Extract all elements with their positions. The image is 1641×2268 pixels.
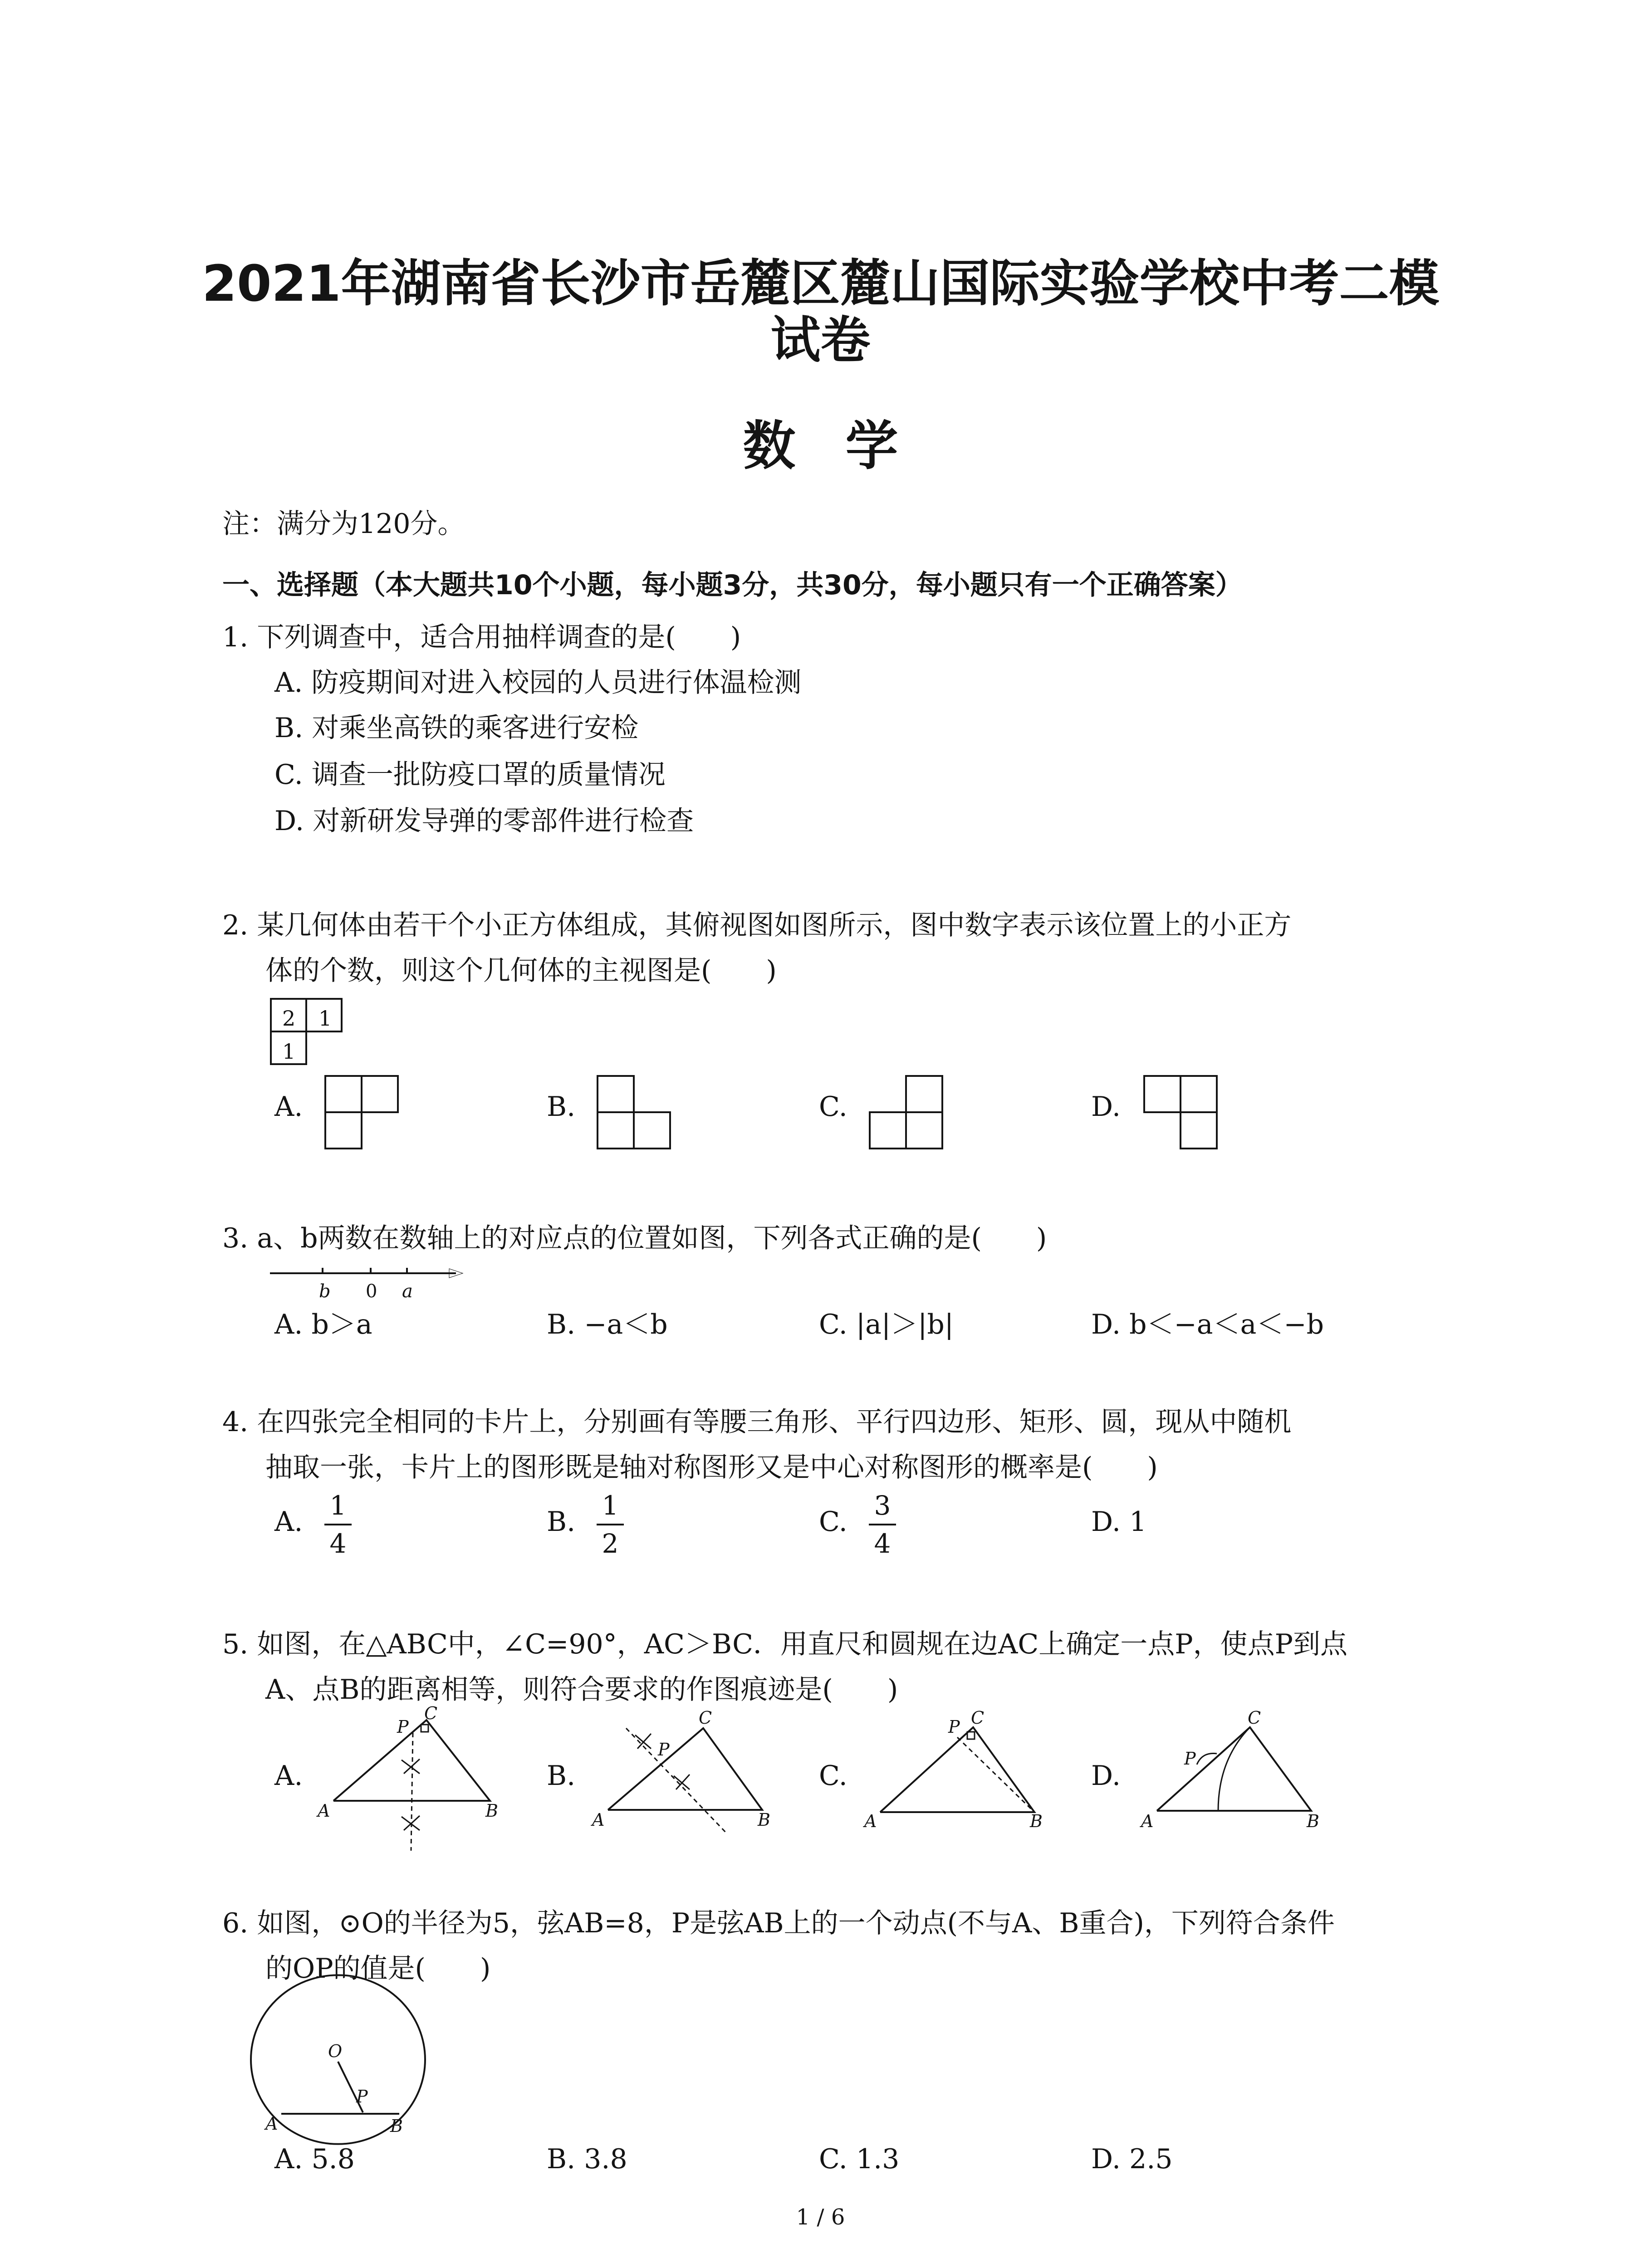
vertex-label-c: C [1248,1708,1261,1728]
point-label-p: P [356,2087,368,2107]
q2-option-b-figure [597,1075,678,1157]
fraction-bar [597,1524,624,1525]
score-note: 注：满分为120分。 [222,508,465,540]
q4-stem-line1: 4. 在四张完全相同的卡片上，分别画有等腰三角形、平行四边形、矩形、圆，现从中随机 [222,1406,1292,1438]
q4-option-a-fraction [324,1490,352,1559]
fraction-numerator: 3 [874,1490,891,1521]
vertex-label-b: B [1030,1811,1043,1831]
q6-stem-line1: 6. 如图，⊙O的半径为5，弦AB=8，P是弦AB上的一个动点(不与A、B重合)，下列符合条件 [222,1907,1335,1939]
q6-stem-line2: 的OP的值是( ) [265,1953,491,1984]
q5-option-d: D. [1091,1760,1121,1792]
q3-stem: 3. a、b两数在数轴上的对应点的位置如图，下列各式正确的是( ) [222,1222,1047,1254]
q3-axis-label-a: a [402,1281,413,1302]
vertex-label-c: C [424,1703,438,1723]
vertex-label-c: C [971,1708,985,1728]
q4-option-b: B. [547,1506,576,1538]
vertex-label-b: B [485,1801,498,1821]
fraction-bar [324,1524,352,1525]
q6-circle-figure [265,1994,420,2139]
q2-stem-line1: 2. 某几何体由若干个小正方体组成，其俯视图如图所示，图中数字表示该位置上的小正方 [222,909,1292,941]
q2-option-b: B. [547,1091,576,1123]
q1-option-d: D. 对新研发导弹的零部件进行检查 [274,805,694,837]
q3-option-a: A. b＞a [274,1309,372,1340]
fraction-denominator: 4 [874,1528,891,1559]
q2-stem-line2: 体的个数，则这个几何体的主视图是( ) [265,955,777,987]
page-number: 1 / 6 [796,2204,845,2230]
fraction-denominator: 2 [602,1528,619,1559]
q6-option-a: A. 5.8 [274,2143,355,2175]
q6-option-d: D. 2.5 [1091,2143,1173,2175]
section-heading: 一、选择题（本大题共10个小题，每小题3分，共30分，每小题只有一个正确答案） [222,569,1243,601]
exam-title: 2021年湖南省长沙市岳麓区麓山国际实验学校中考二模 [202,254,1439,313]
q4-option-b-fraction [597,1490,624,1559]
q4-option-d: D. 1 [1091,1506,1147,1538]
q2-option-c: C. [819,1091,847,1123]
q4-option-c-fraction [869,1490,896,1559]
q5-option-a-figure [313,1703,504,1855]
vertex-label-a: A [592,1810,605,1830]
subject-title: 数学 [743,415,948,477]
q5-option-c: C. [819,1760,847,1792]
q6-option-c: C. 1.3 [819,2143,900,2175]
q2-option-d-figure [1143,1075,1225,1157]
point-label-p: P [658,1740,670,1760]
vertex-label-a: A [318,1801,330,1821]
q2-option-a: A. [274,1091,303,1123]
q5-option-d-figure [1139,1710,1329,1837]
q2-option-d: D. [1091,1091,1121,1123]
q3-option-c: C. |a|＞|b| [819,1309,954,1340]
q2-option-a-figure [324,1075,406,1157]
point-label-p: P [1184,1749,1196,1769]
exam-title-line2: 试卷 [770,311,871,369]
q4-stem-line2: 抽取一张，卡片上的图形既是轴对称图形又是中心对称图形的概率是( ) [265,1452,1158,1483]
q5-option-c-figure [862,1710,1053,1837]
vertex-label-b: B [1307,1811,1319,1831]
q5-option-b: B. [547,1760,576,1792]
point-label-p: P [397,1717,409,1737]
q4-option-c: C. [819,1506,847,1538]
q5-stem-line2: A、点B的距离相等，则符合要求的作图痕迹是( ) [265,1674,898,1706]
q1-option-a: A. 防疫期间对进入校园的人员进行体温检测 [274,667,802,699]
q1-stem: 1. 下列调查中，适合用抽样调查的是( ) [222,621,741,653]
vertex-label-b: B [758,1810,770,1830]
q1-option-c: C. 调查一批防疫口罩的质量情况 [274,759,666,791]
q2-option-c-figure [869,1075,950,1157]
fraction-denominator: 4 [329,1528,347,1559]
q2-top-view-grid [270,998,347,1075]
q5-option-a: A. [274,1760,303,1792]
q4-option-a: A. [274,1506,303,1538]
point-label-b: B [390,2116,403,2136]
q6-option-b: B. 3.8 [547,2143,627,2175]
q2-grid-num-1: 2 [282,1006,296,1031]
center-label-o: O [328,2041,343,2061]
q3-axis-label-zero: 0 [366,1281,377,1302]
vertex-label-c: C [699,1708,712,1728]
fraction-bar [869,1524,896,1525]
q2-grid-num-2: 1 [318,1006,332,1031]
q3-option-b: B. −a＜b [547,1309,668,1340]
q3-axis-label-b: b [319,1281,331,1302]
fraction-numerator: 1 [602,1490,619,1521]
vertex-label-a: A [1141,1811,1154,1831]
q5-stem-line1: 5. 如图，在△ABC中，∠C=90°，AC＞BC．用直尺和圆规在边AC上确定一点P，使点P到点 [222,1628,1348,1660]
point-label-a: A [265,2114,278,2134]
point-label-p: P [948,1717,960,1737]
fraction-numerator: 1 [329,1490,347,1521]
vertex-label-a: A [864,1811,877,1831]
q5-option-b-figure [590,1710,780,1837]
q1-option-b: B. 对乘坐高铁的乘客进行安检 [274,712,639,744]
q3-option-d: D. b＜−a＜a＜−b [1091,1309,1324,1340]
q2-grid-num-3: 1 [282,1039,296,1064]
